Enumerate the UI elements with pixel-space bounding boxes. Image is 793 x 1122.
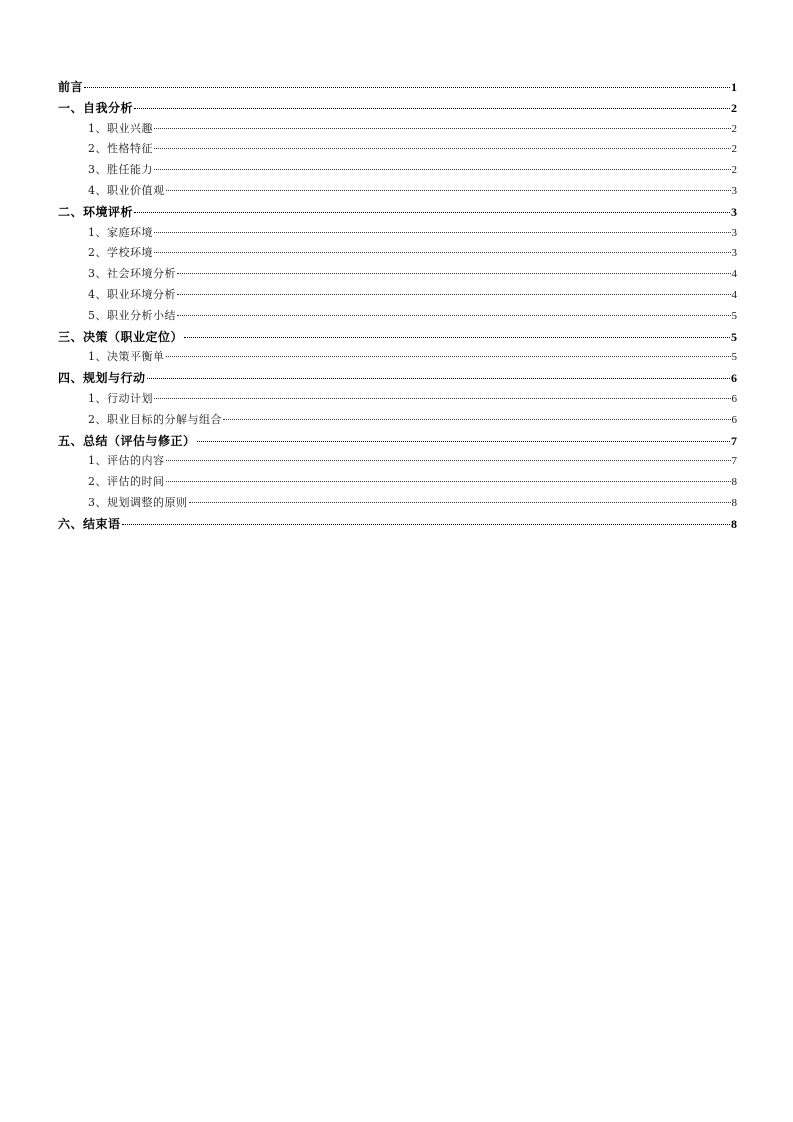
toc-page-number: 5 (731, 351, 737, 364)
toc-entry[interactable] (58, 160, 737, 181)
toc-entry[interactable] (58, 514, 737, 535)
toc-page-number: 4 (731, 268, 737, 281)
toc-entry-title: 2、评估的时间 (88, 475, 165, 489)
toc-dot-leader (166, 189, 731, 191)
toc-entry-title: 3、社会环境分析 (88, 267, 176, 281)
toc-entry[interactable] (58, 202, 737, 223)
toc-page-number: 6 (731, 413, 737, 426)
toc-dot-leader (166, 355, 731, 357)
toc-entry[interactable] (58, 243, 737, 264)
toc-dot-leader (154, 397, 731, 399)
toc-entry-title: 5、职业分析小结 (88, 308, 176, 322)
toc-page-number: 2 (731, 143, 737, 156)
toc-entry-title: 1、评估的内容 (88, 454, 165, 468)
toc-dot-leader (134, 211, 730, 213)
toc-entry[interactable] (58, 431, 737, 452)
toc-entry[interactable] (58, 472, 737, 493)
toc-entry-title: 一、自我分析 (58, 100, 134, 115)
toc-entry[interactable] (58, 139, 737, 160)
toc-dot-leader (177, 314, 731, 316)
toc-entry[interactable] (58, 264, 737, 285)
toc-page-number: 1 (731, 80, 737, 94)
toc-page-number: 3 (731, 184, 737, 197)
toc-page-number: 5 (731, 329, 737, 344)
toc-dot-leader (154, 231, 731, 233)
toc-entry[interactable] (58, 181, 737, 202)
toc-page-number: 7 (731, 455, 737, 468)
toc-entry[interactable] (58, 119, 737, 140)
toc-entry-title: 2、职业目标的分解与组合 (88, 412, 222, 426)
toc-entry-title: 3、规划调整的原则 (88, 495, 188, 509)
toc-entry[interactable] (58, 493, 737, 514)
toc-dot-leader (166, 480, 731, 482)
toc-page-number: 3 (731, 204, 737, 219)
toc-entry-title: 二、环境评析 (58, 204, 134, 219)
toc-dot-leader (154, 127, 731, 129)
toc-entry-title: 3、胜任能力 (88, 163, 153, 177)
toc-entry[interactable] (58, 368, 737, 389)
toc-dot-leader (184, 336, 730, 338)
toc-page-number: 4 (731, 288, 737, 301)
toc-page-number: 2 (731, 164, 737, 177)
toc-entry-title: 1、行动计划 (88, 391, 153, 405)
toc-dot-leader (166, 459, 731, 461)
toc-page-number: 5 (731, 309, 737, 322)
toc-dot-leader (197, 440, 730, 442)
toc-entry-title: 1、家庭环境 (88, 225, 153, 239)
toc-page-number: 6 (731, 371, 737, 386)
toc-dot-leader (223, 418, 731, 420)
table-of-contents (58, 77, 737, 535)
toc-entry-title: 2、学校环境 (88, 246, 153, 260)
toc-dot-leader (84, 86, 730, 88)
toc-dot-leader (177, 293, 731, 295)
toc-dot-leader (154, 251, 731, 253)
toc-page-number: 2 (731, 100, 737, 115)
toc-entry[interactable] (58, 410, 737, 431)
toc-entry-title: 1、决策平衡单 (88, 350, 165, 364)
toc-page-number: 6 (731, 392, 737, 405)
toc-entry-title: 2、性格特征 (88, 142, 153, 156)
toc-entry-title: 4、职业环境分析 (88, 287, 176, 301)
toc-entry[interactable] (58, 223, 737, 244)
toc-entry[interactable] (58, 347, 737, 368)
toc-page-number: 8 (731, 516, 737, 531)
toc-entry[interactable] (58, 77, 737, 98)
toc-page-number: 8 (731, 476, 737, 489)
toc-dot-leader (154, 168, 731, 170)
toc-dot-leader (189, 501, 731, 503)
toc-page-number: 3 (731, 226, 737, 239)
toc-entry[interactable] (58, 389, 737, 410)
toc-dot-leader (177, 272, 731, 274)
toc-page-number: 8 (731, 496, 737, 509)
toc-entry[interactable] (58, 451, 737, 472)
toc-entry[interactable] (58, 98, 737, 119)
toc-dot-leader (134, 107, 730, 109)
toc-dot-leader (154, 147, 731, 149)
toc-dot-leader (147, 377, 730, 379)
toc-entry[interactable] (58, 285, 737, 306)
toc-entry-title: 五、总结（评估与修正） (58, 433, 196, 448)
toc-page-number: 3 (731, 247, 737, 260)
toc-entry[interactable] (58, 306, 737, 327)
toc-entry-title: 4、职业价值观 (88, 183, 165, 197)
toc-dot-leader (122, 523, 730, 525)
toc-page-number: 2 (731, 122, 737, 135)
toc-entry-title: 三、决策（职业定位） (58, 329, 184, 344)
toc-entry-title: 四、规划与行动 (58, 371, 146, 386)
toc-entry-title: 1、职业兴趣 (88, 121, 153, 135)
toc-entry[interactable] (58, 327, 737, 348)
toc-entry-title: 前言 (58, 80, 84, 94)
toc-entry-title: 六、结束语 (58, 516, 121, 531)
toc-page-number: 7 (731, 433, 737, 448)
